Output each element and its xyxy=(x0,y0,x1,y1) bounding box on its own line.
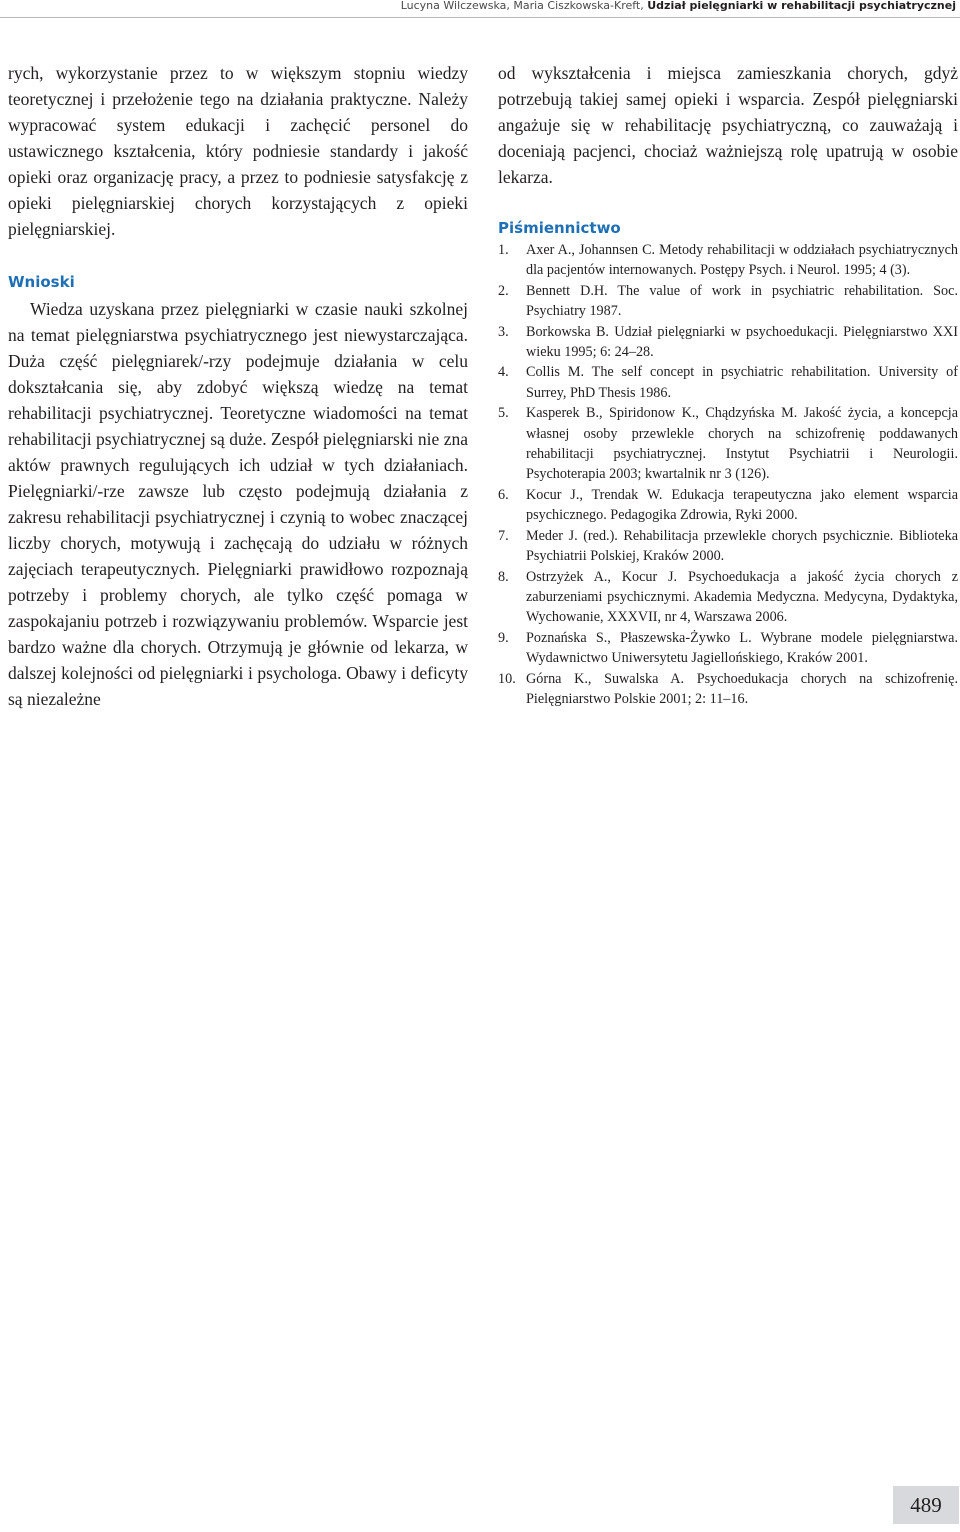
reference-item xyxy=(498,526,958,567)
reference-item xyxy=(498,567,958,628)
reference-text: Górna K., Suwalska A. Psychoedukacja chorych na schizofrenię. Pielęgniarstwo Polskie 2001; 2: 11–16. xyxy=(526,670,958,707)
reference-number: 10. xyxy=(498,670,516,687)
reference-item xyxy=(498,669,958,710)
right-column xyxy=(498,60,958,709)
running-head-authors: Lucyna Wilczewska, Maria Ciszkowska-Kreft, xyxy=(400,0,648,12)
reference-number: 3. xyxy=(498,323,509,340)
reference-text: Collis M. The self concept in psychiatric rehabilitation. University of Surrey, PhD Thesis 1986. xyxy=(526,364,958,401)
reference-number: 8. xyxy=(498,568,509,585)
references-heading: Piśmiennictwo xyxy=(498,219,621,237)
reference-number: 6. xyxy=(498,486,509,503)
references-list xyxy=(498,240,958,709)
conclusions-heading: Wnioski xyxy=(8,273,75,291)
reference-text: Kocur J., Trendak W. Edukacja terapeutyczna jako element wsparcia psychicznego. Pedagogika Zdrowia, Ryki 2000. xyxy=(526,486,958,524)
reference-item xyxy=(498,322,958,363)
conclusions-paragraph: Wiedza uzyskana przez pielęgniarki w czasie nauki szkolnej na temat pielęgniarstwa psychiatrycznego jest niewystarczająca. Duża część pielęgniarek/-rzy podejmuje działania w celu dokształcania się, aby zdobyć większą wiedzę na temat rehabilitacji psychiatrycznej. Teoretyczne wiadomości na temat rehabilitacji psychiatrycznej są duże. Zespół pielęgniarski nie zna aktów prawnych regulujących ich udział w tych działaniach. Pielęgniarki/-rze zawsze lub często podejmują działania z zakresu rehabilitacji psychiatrycznej i czynią to wobec znaczącej liczby chorych, motywują i zachęcają do udziału w różnych zajęciach terapeutycznych. Pielęgniarki prawidłowo rozpoznają potrzeby i problemy chorych, ale tylko część pomaga w zaspokajaniu potrzeb i rozwiązywaniu problemów. Wsparcie jest bardzo ważne dla chorych. Otrzymują je głównie od lekarza, w dalszej kolejności od pielęgniarki i psychologa. Obawy i deficyty są niezależne xyxy=(8,299,468,709)
reference-item xyxy=(498,628,958,669)
reference-text: Kasperek B., Spiridonow K., Chądzyńska M. Jakość życia, a koncepcja własnej osoby przewlekle chorych na schizofrenię poddawanych rehabilitacji psychiatrycznej. Instytut Psychiatrii i Neurologii. Psychoterapia 2003; kwartalnik nr 3 (126). xyxy=(526,405,958,483)
reference-number: 7. xyxy=(498,527,509,544)
reference-text: Ostrzyżek A., Kocur J. Psychoedukacja a jakość życia chorych z zaburzeniami psychicznymi. Akademia Medyczna. Medycyna, Dydaktyka, Wychowanie, XXXVII, nr 4, Warszawa 2006. xyxy=(526,568,958,626)
reference-text: Bennett D.H. The value of work in psychiatric rehabilitation. Soc. Psychiatry 1987. xyxy=(526,282,958,320)
page-number: 489 xyxy=(893,1486,959,1524)
reference-item xyxy=(498,362,958,403)
running-head-title: Udział pielęgniarki w rehabilitacji psychiatrycznej xyxy=(647,0,956,12)
header-divider xyxy=(0,17,960,18)
continued-paragraph: od wykształcenia i miejsca zamieszkania chorych, gdyż potrzebują takiej samej opieki i wsparcia. Zespół pielęgniarski angażuje się w rehabilitację psychiatryczną, co zauważają i doceniają pacjenci, chociaż ważniejszą rolę upatrują w osobie lekarza. xyxy=(498,63,958,187)
intro-paragraph: rych, wykorzystanie przez to w większym stopniu wiedzy teoretycznej i przełożenie tego na działania praktyczne. Należy wypracować system edukacji i zachęcić personel do ustawicznego kształcenia, który podniesie standardy i jakość opieki oraz organizację pracy, a przez to podniesie satysfakcję z opieki pielęgniarskiej chorych korzystających z opieki pielęgniarskiej. xyxy=(8,63,468,239)
reference-text: Borkowska B. Udział pielęgniarki w psychoedukacji. Pielęgniarstwo XXI wieku 1995; 6: 24–28. xyxy=(526,323,958,361)
reference-text: Poznańska S., Płaszewska-Żywko L. Wybrane modele pielęgniarstwa. Wydawnictwo Uniwersytetu Jagiellońskiego, Kraków 2001. xyxy=(526,629,958,667)
reference-text: Meder J. (red.). Rehabilitacja przewlekle chorych psychicznie. Biblioteka Psychiatrii Polskiej, Kraków 2000. xyxy=(526,527,958,565)
reference-item xyxy=(498,281,958,322)
reference-item xyxy=(498,403,958,485)
reference-number: 9. xyxy=(498,629,509,646)
reference-item xyxy=(498,240,958,281)
left-column xyxy=(8,60,468,712)
running-head xyxy=(0,0,960,14)
reference-number: 1. xyxy=(498,242,509,258)
reference-item xyxy=(498,485,958,526)
reference-number: 2. xyxy=(498,282,509,299)
reference-number: 4. xyxy=(498,364,509,381)
reference-number: 5. xyxy=(498,405,509,422)
reference-text: Axer A., Johannsen C. Metody rehabilitacji w oddziałach psychiatrycznych dla pacjentów internowanych. Postępy Psych. i Neurol. 1995; 4 (3). xyxy=(526,242,958,279)
